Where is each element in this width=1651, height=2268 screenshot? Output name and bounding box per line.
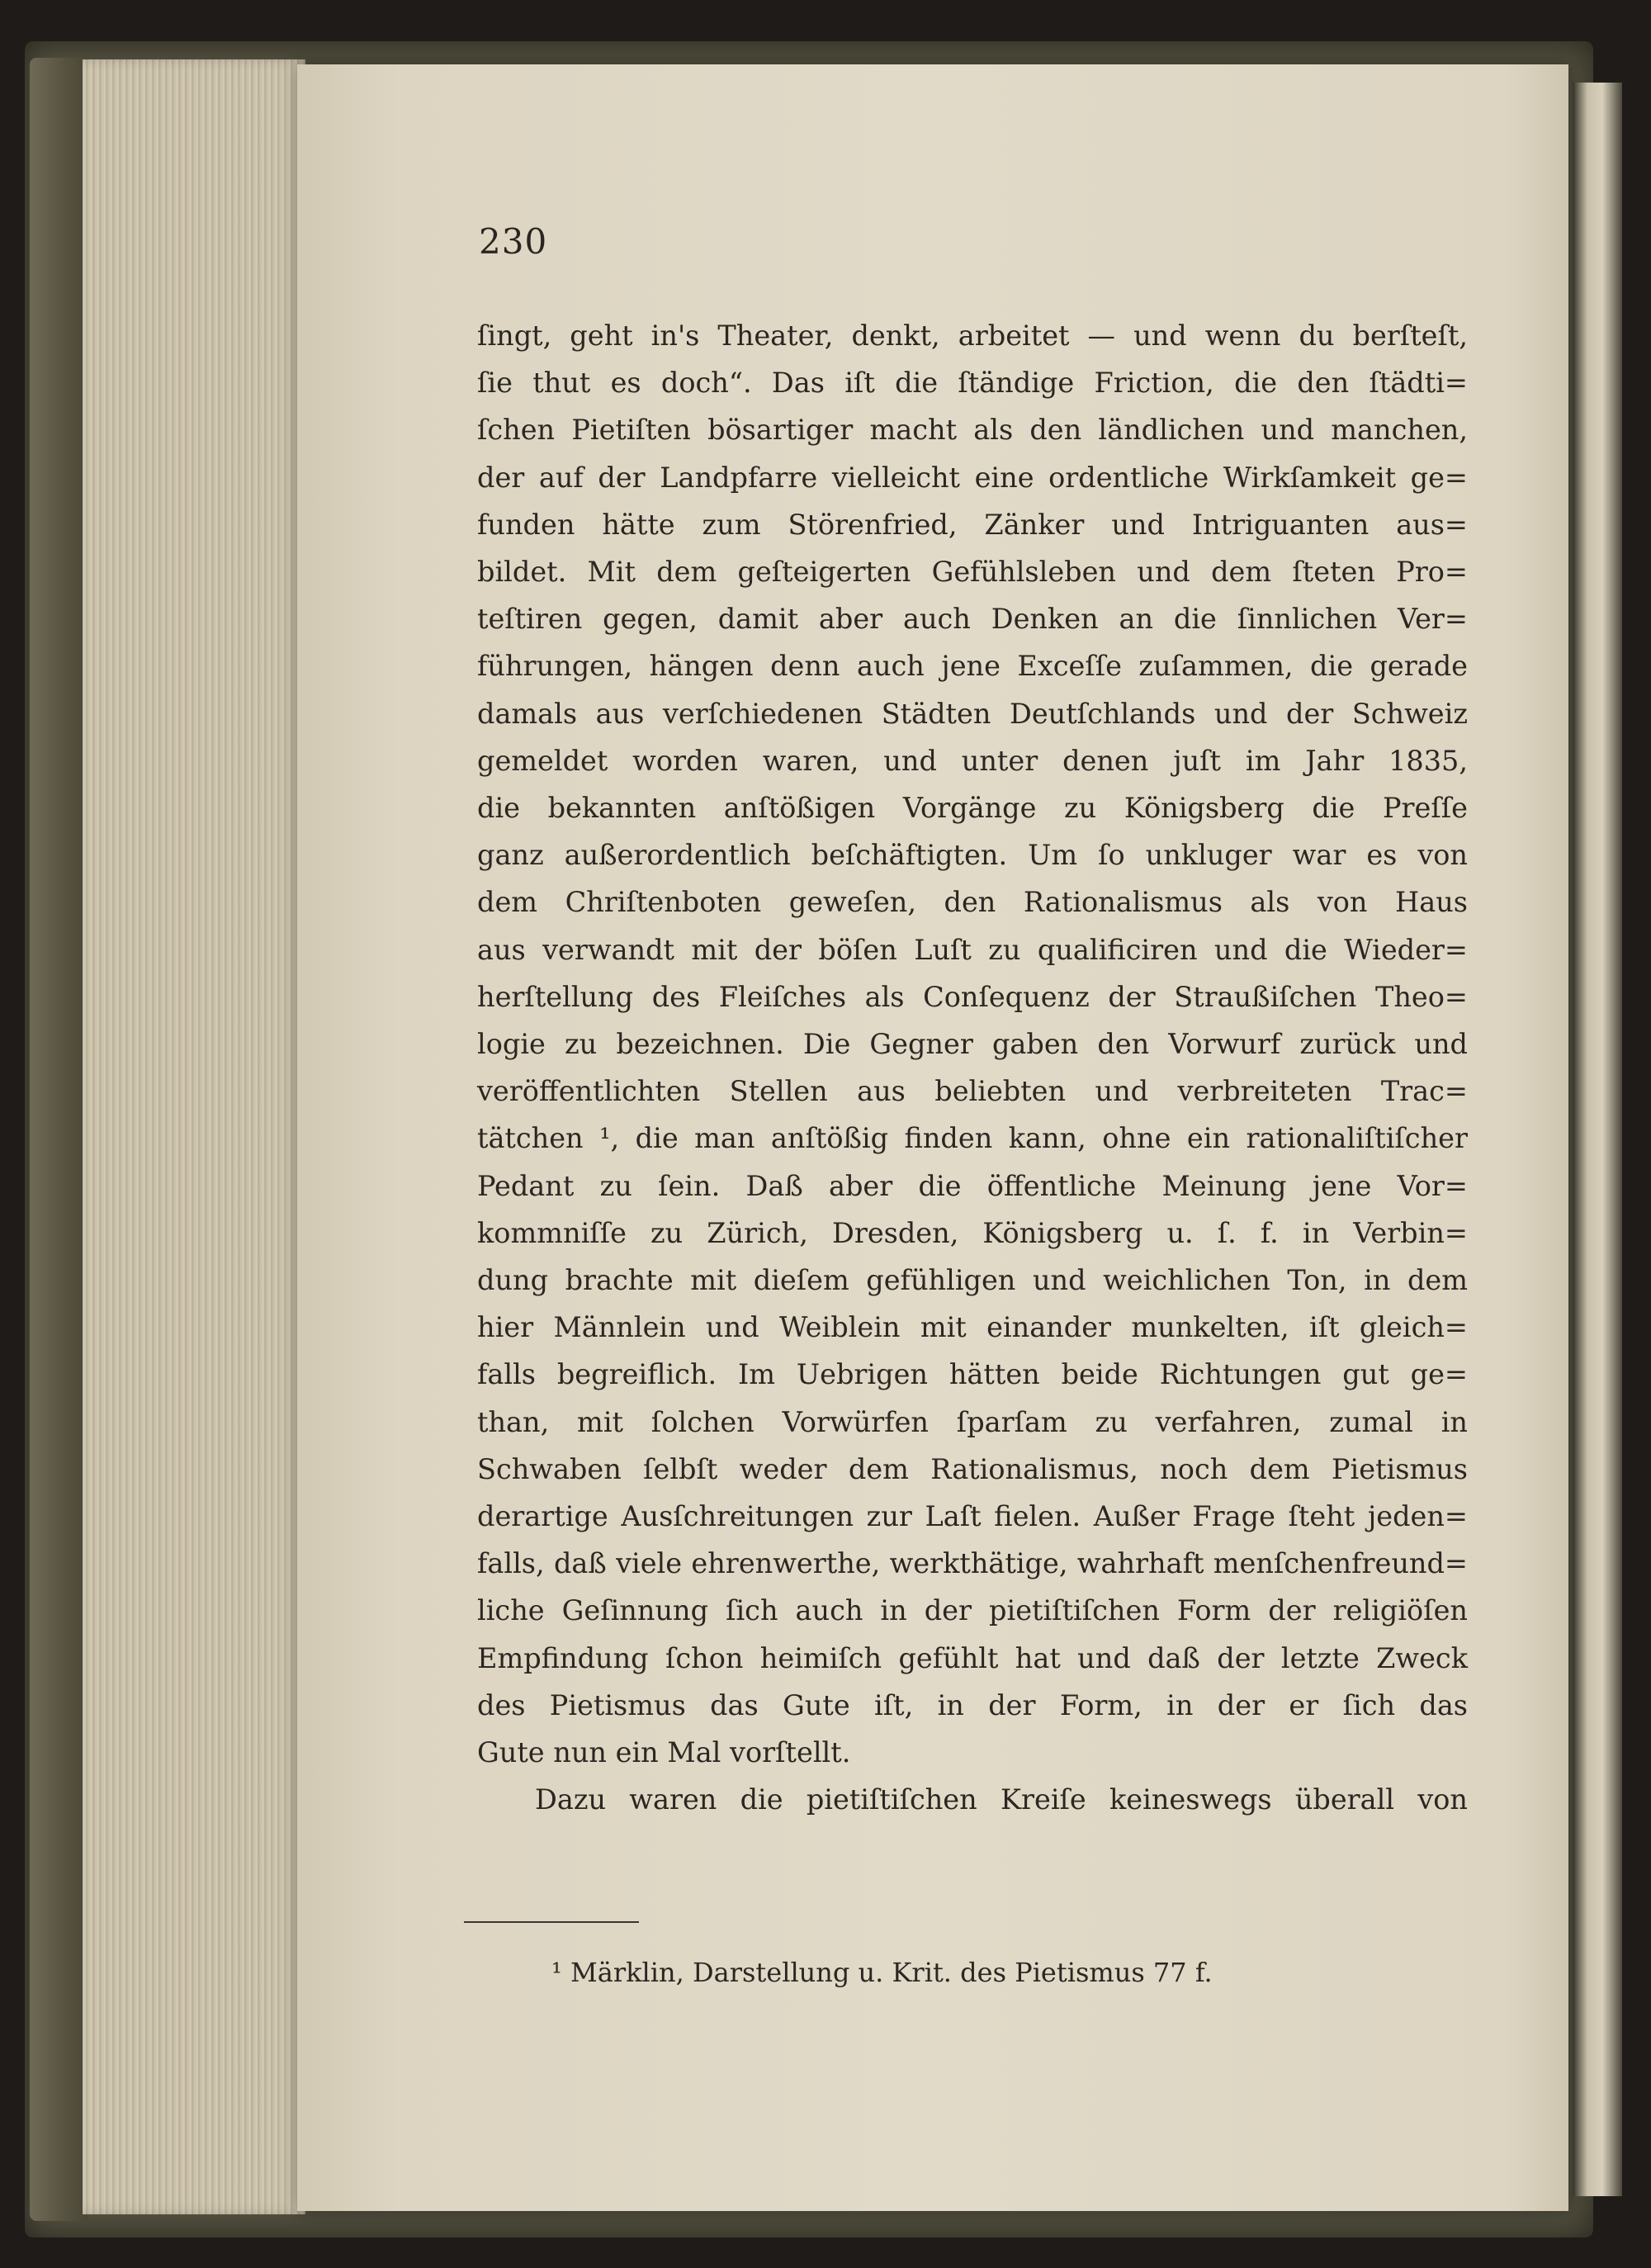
text-line: ſie thut es doch“. Das iſt die ſtändige Friction, die den ſtädti= (477, 367, 1468, 400)
text-line: des Pietismus das Gute iſt, in der Form, in der er ſich das (477, 1688, 1468, 1721)
text-line: than, mit ſolchen Vorwürfen ſparſam zu verfahren, zumal in (477, 1405, 1468, 1438)
page-number: 230 (479, 221, 548, 262)
text-line: hier Männlein und Weiblein mit einander munkelten, iſt gleich= (477, 1311, 1468, 1344)
text-line: bildet. Mit dem geſteigerten Gefühlsleben und dem ſteten Pro= (477, 556, 1468, 589)
page-stack-edges (83, 59, 305, 2214)
text-line: damals aus verſchiedenen Städten Deutſchlands und der Schweiz (477, 697, 1468, 730)
text-line: führungen, hängen denn auch jene Exceſſe zuſammen, die gerade (477, 650, 1468, 683)
text-line: ſingt, geht in's Theater, denkt, arbeitet — und wenn du berſteſt, (477, 320, 1468, 352)
text-line: kommniſſe zu Zürich, Dresden, Königsberg u. ſ. f. in Verbin= (477, 1216, 1468, 1249)
footnote: ¹ Märklin, Darstellung u. Krit. des Pietismus 77 f. (551, 1957, 1213, 1988)
text-line: ſchen Pietiſten bösartiger macht als den ländlichen und manchen, (477, 414, 1468, 447)
text-line: liche Geſinnung ſich auch in der pietiſtiſchen Form der religiöſen (477, 1594, 1468, 1627)
text-line: die bekannten anſtößigen Vorgänge zu Königsberg die Preſſe (477, 792, 1468, 825)
text-line: logie zu bezeichnen. Die Gegner gaben den Vorwurf zurück und (477, 1028, 1468, 1061)
text-line: funden hätte zum Störenfried, Zänker und Intriguanten aus= (477, 508, 1468, 541)
paragraph-2 (477, 1776, 1468, 1823)
text-line: teſtiren gegen, damit aber auch Denken an die ſinnlichen Ver= (477, 603, 1468, 636)
text-line: Pedant zu ſein. Daß aber die öffentliche Meinung jene Vor= (477, 1169, 1468, 1202)
text-line: derartige Ausſchreitungen zur Laſt fielen. Außer Frage ſteht jeden= (477, 1500, 1468, 1533)
book-spine-edge (30, 58, 88, 2221)
text-line: der auf der Landpfarre vielleicht eine ordentliche Wirkſamkeit ge= (477, 461, 1468, 494)
text-line: herſtellung des Fleiſches als Conſequenz der Straußiſchen Theo= (477, 980, 1468, 1013)
text-line: gemeldet worden waren, und unter denen juſt im Jahr 1835, (477, 744, 1468, 777)
text-line: veröffentlichten Stellen aus beliebten und verbreiteten Trac= (477, 1075, 1468, 1108)
paragraph-1 (477, 312, 1468, 1776)
text-line: Schwaben ſelbſt weder dem Rationalismus, noch dem Pietismus (477, 1452, 1468, 1485)
text-line: Empfindung ſchon heimiſch gefühlt hat und daß der letzte Zweck (477, 1641, 1468, 1674)
text-line: tätchen ¹, die man anſtößig finden kann, ohne ein rationaliſtiſcher (477, 1122, 1468, 1155)
text-line: falls, daß viele ehrenwerthe, werkthätige, wahrhaft menſchenfreund= (477, 1547, 1468, 1580)
body-text (477, 312, 1468, 1824)
text-line: aus verwandt mit der böſen Luſt zu qualificiren und die Wieder= (477, 933, 1468, 966)
text-line: Dazu waren die pietiſtiſchen Kreiſe keineswegs überall von (535, 1783, 1468, 1816)
text-line: ganz außerordentlich beſchäftigten. Um ſo unkluger war es von (477, 839, 1468, 872)
footnote-rule (464, 1921, 639, 1923)
text-line: dem Chriſtenboten geweſen, den Rationalismus als von Haus (477, 886, 1468, 919)
text-line: Gute nun ein Mal vorſtellt. (477, 1736, 851, 1769)
facing-page-edge (1573, 83, 1622, 2196)
text-line: dung brachte mit dieſem gefühligen und weichlichen Ton, in dem (477, 1264, 1468, 1297)
text-line: falls begreiflich. Im Uebrigen hätten beide Richtungen gut ge= (477, 1358, 1468, 1391)
